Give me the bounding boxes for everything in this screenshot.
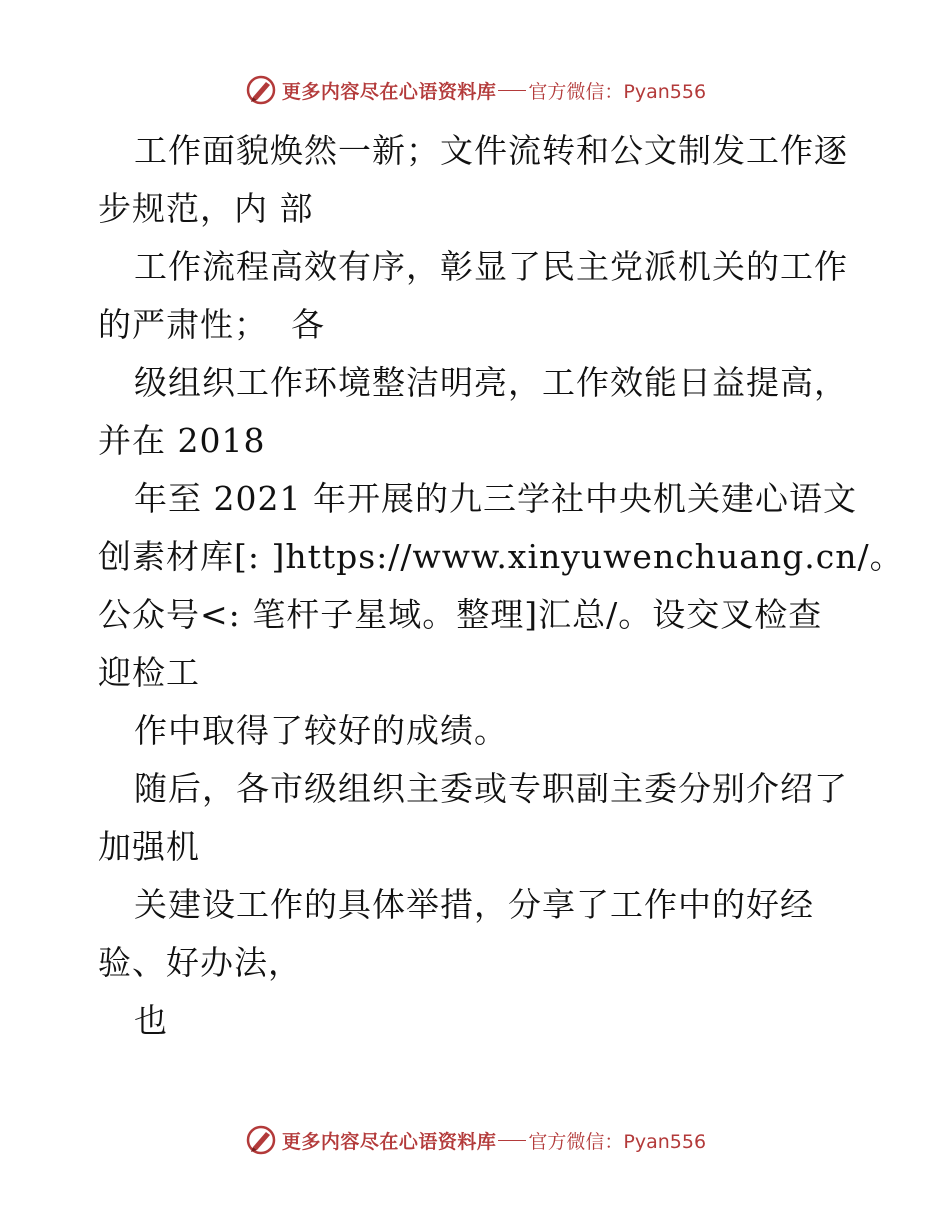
footer-banner-wechat: 官方微信：Pyan556 [528,1130,707,1153]
header-banner-text: 更多内容尽在心语资料库 [281,80,497,103]
body-line: 年至 2021 年开展的九三学社中央机关建心语文 [134,479,857,518]
body-line: 工作流程高效有序，彰显了民主党派机关的工作 [134,247,848,286]
body-line: 创素材库[: ]https://www.xinyuwenchuang.cn/。 [98,537,904,576]
header-banner-wechat: 官方微信：Pyan556 [528,80,707,103]
header-banner-dash [498,90,526,91]
body-line: 随后，各市级组织主委或专职副主委分别介绍了 [134,769,848,808]
body-line: 公众号<: 笔杆子星域。整理]汇总/。设交叉检查 [98,595,823,634]
pen-logo-icon [244,73,278,107]
body-line: 关建设工作的具体举措，分享了工作中的好经 [134,885,814,924]
body-line: 作中取得了较好的成绩。 [134,711,508,750]
body-line: 步规范，内 部 [98,189,314,228]
body-line: 并在 2018 [98,421,266,460]
header-banner [0,70,950,110]
footer-banner [0,1120,950,1160]
body-line: 级组织工作环境整洁明亮，工作效能日益提高， [134,363,848,402]
body-line: 的严肃性； 各 [98,305,325,344]
footer-banner-dash [498,1140,526,1141]
footer-banner-text: 更多内容尽在心语资料库 [281,1130,497,1153]
body-line: 加强机 [98,827,200,866]
body-line: 也 [134,1001,168,1040]
document-body [98,122,904,1050]
body-line: 工作面貌焕然一新；文件流转和公文制发工作逐 [134,131,848,170]
body-line: 迎检工 [98,653,200,692]
pen-logo-icon [244,1123,278,1157]
body-line: 验、好办法， [98,943,302,982]
